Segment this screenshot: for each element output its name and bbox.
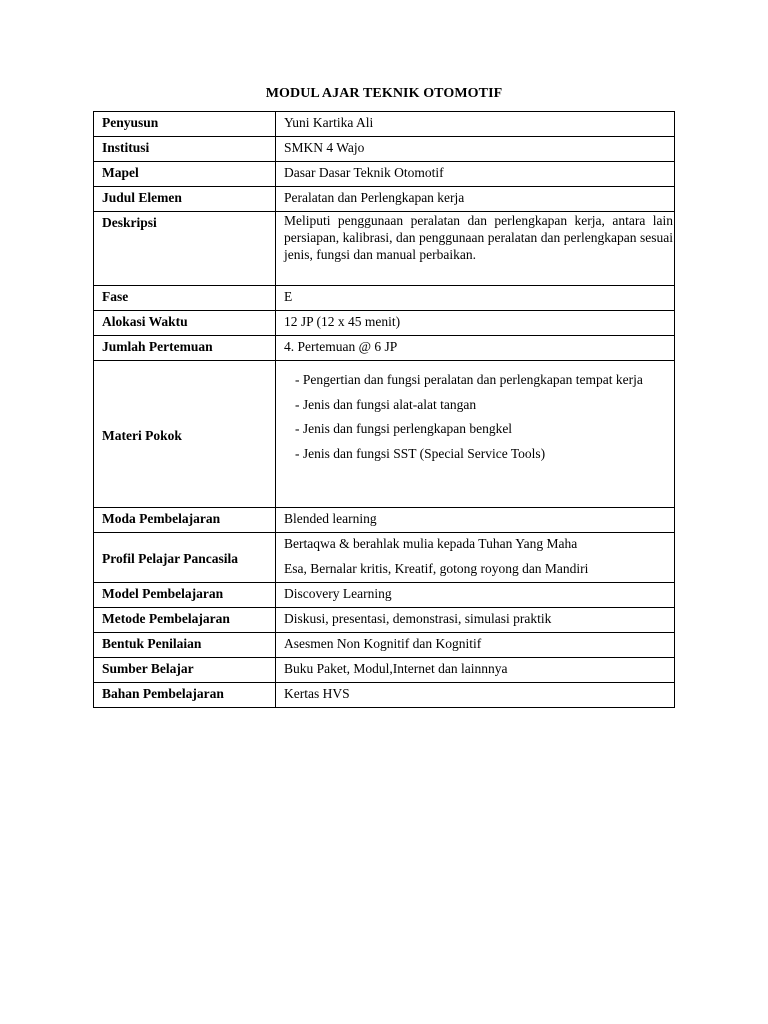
sumber-belajar-value: Buku Paket, Modul,Internet dan lainnnya bbox=[276, 658, 675, 683]
profil-pelajar-cell bbox=[276, 533, 675, 583]
module-info-table bbox=[93, 111, 675, 708]
moda-pembelajaran-label: Moda Pembelajaran bbox=[94, 508, 276, 533]
table-row bbox=[94, 162, 675, 187]
table-row bbox=[94, 683, 675, 708]
table-row bbox=[94, 583, 675, 608]
alokasi-waktu-label: Alokasi Waktu bbox=[94, 311, 276, 336]
bentuk-penilaian-value: Asesmen Non Kognitif dan Kognitif bbox=[276, 633, 675, 658]
list-item: - Pengertian dan fungsi peralatan dan perlengkapan tempat kerja bbox=[295, 372, 643, 387]
bahan-pembelajaran-label: Bahan Pembelajaran bbox=[94, 683, 276, 708]
table-row bbox=[94, 658, 675, 683]
sumber-belajar-label: Sumber Belajar bbox=[94, 658, 276, 683]
profil-pelajar-line: Esa, Bernalar kritis, Kreatif, gotong royong dan Mandiri bbox=[284, 561, 589, 576]
materi-pokok-label: Materi Pokok bbox=[94, 361, 276, 508]
materi-pokok-cell bbox=[276, 361, 675, 508]
table-row bbox=[94, 608, 675, 633]
jumlah-pertemuan-label: Jumlah Pertemuan bbox=[94, 336, 276, 361]
table-row bbox=[94, 286, 675, 311]
alokasi-waktu-value: 12 JP (12 x 45 menit) bbox=[276, 311, 675, 336]
institusi-label: Institusi bbox=[94, 137, 276, 162]
institusi-value: SMKN 4 Wajo bbox=[276, 137, 675, 162]
model-pembelajaran-value: Discovery Learning bbox=[276, 583, 675, 608]
deskripsi-cell bbox=[276, 212, 675, 286]
fase-label: Fase bbox=[94, 286, 276, 311]
table-row bbox=[94, 187, 675, 212]
metode-pembelajaran-label: Metode Pembelajaran bbox=[94, 608, 276, 633]
mapel-value: Dasar Dasar Teknik Otomotif bbox=[276, 162, 675, 187]
deskripsi-value: Meliputi penggunaan peralatan dan perlengkapan kerja, antara lain persiapan, kalibrasi, dan penggunaan peralatan dan perlengkapan sesuai jenis, fungsi dan manual perbaikan. bbox=[284, 213, 673, 262]
table-row bbox=[94, 112, 675, 137]
fase-value: E bbox=[276, 286, 675, 311]
bahan-pembelajaran-value: Kertas HVS bbox=[276, 683, 675, 708]
table-row bbox=[94, 137, 675, 162]
materi-pokok-list bbox=[284, 372, 666, 462]
table-row bbox=[94, 508, 675, 533]
jumlah-pertemuan-value: 4. Pertemuan @ 6 JP bbox=[276, 336, 675, 361]
bentuk-penilaian-label: Bentuk Penilaian bbox=[94, 633, 276, 658]
document-title: MODUL AJAR TEKNIK OTOMOTIF bbox=[265, 86, 503, 101]
table-row bbox=[94, 361, 675, 508]
judul-elemen-label: Judul Elemen bbox=[94, 187, 276, 212]
penyusun-value: Yuni Kartika Ali bbox=[276, 112, 675, 137]
deskripsi-label: Deskripsi bbox=[94, 212, 276, 286]
table-row bbox=[94, 212, 675, 286]
list-item: - Jenis dan fungsi perlengkapan bengkel bbox=[295, 421, 513, 436]
model-pembelajaran-label: Model Pembelajaran bbox=[94, 583, 276, 608]
mapel-label: Mapel bbox=[94, 162, 276, 187]
profil-pelajar-label: Profil Pelajar Pancasila bbox=[94, 533, 276, 583]
list-item: - Jenis dan fungsi alat-alat tangan bbox=[295, 396, 477, 412]
penyusun-label: Penyusun bbox=[94, 112, 276, 137]
list-item: - Jenis dan fungsi SST (Special Service Tools) bbox=[295, 445, 546, 461]
table-row bbox=[94, 311, 675, 336]
moda-pembelajaran-value: Blended learning bbox=[276, 508, 675, 533]
profil-pelajar-line: Bertaqwa & berahlak mulia kepada Tuhan Yang Maha bbox=[284, 536, 578, 551]
table-row bbox=[94, 533, 675, 583]
table-row bbox=[94, 336, 675, 361]
table-row bbox=[94, 633, 675, 658]
judul-elemen-value: Peralatan dan Perlengkapan kerja bbox=[276, 187, 675, 212]
metode-pembelajaran-value: Diskusi, presentasi, demonstrasi, simulasi praktik bbox=[276, 608, 675, 633]
